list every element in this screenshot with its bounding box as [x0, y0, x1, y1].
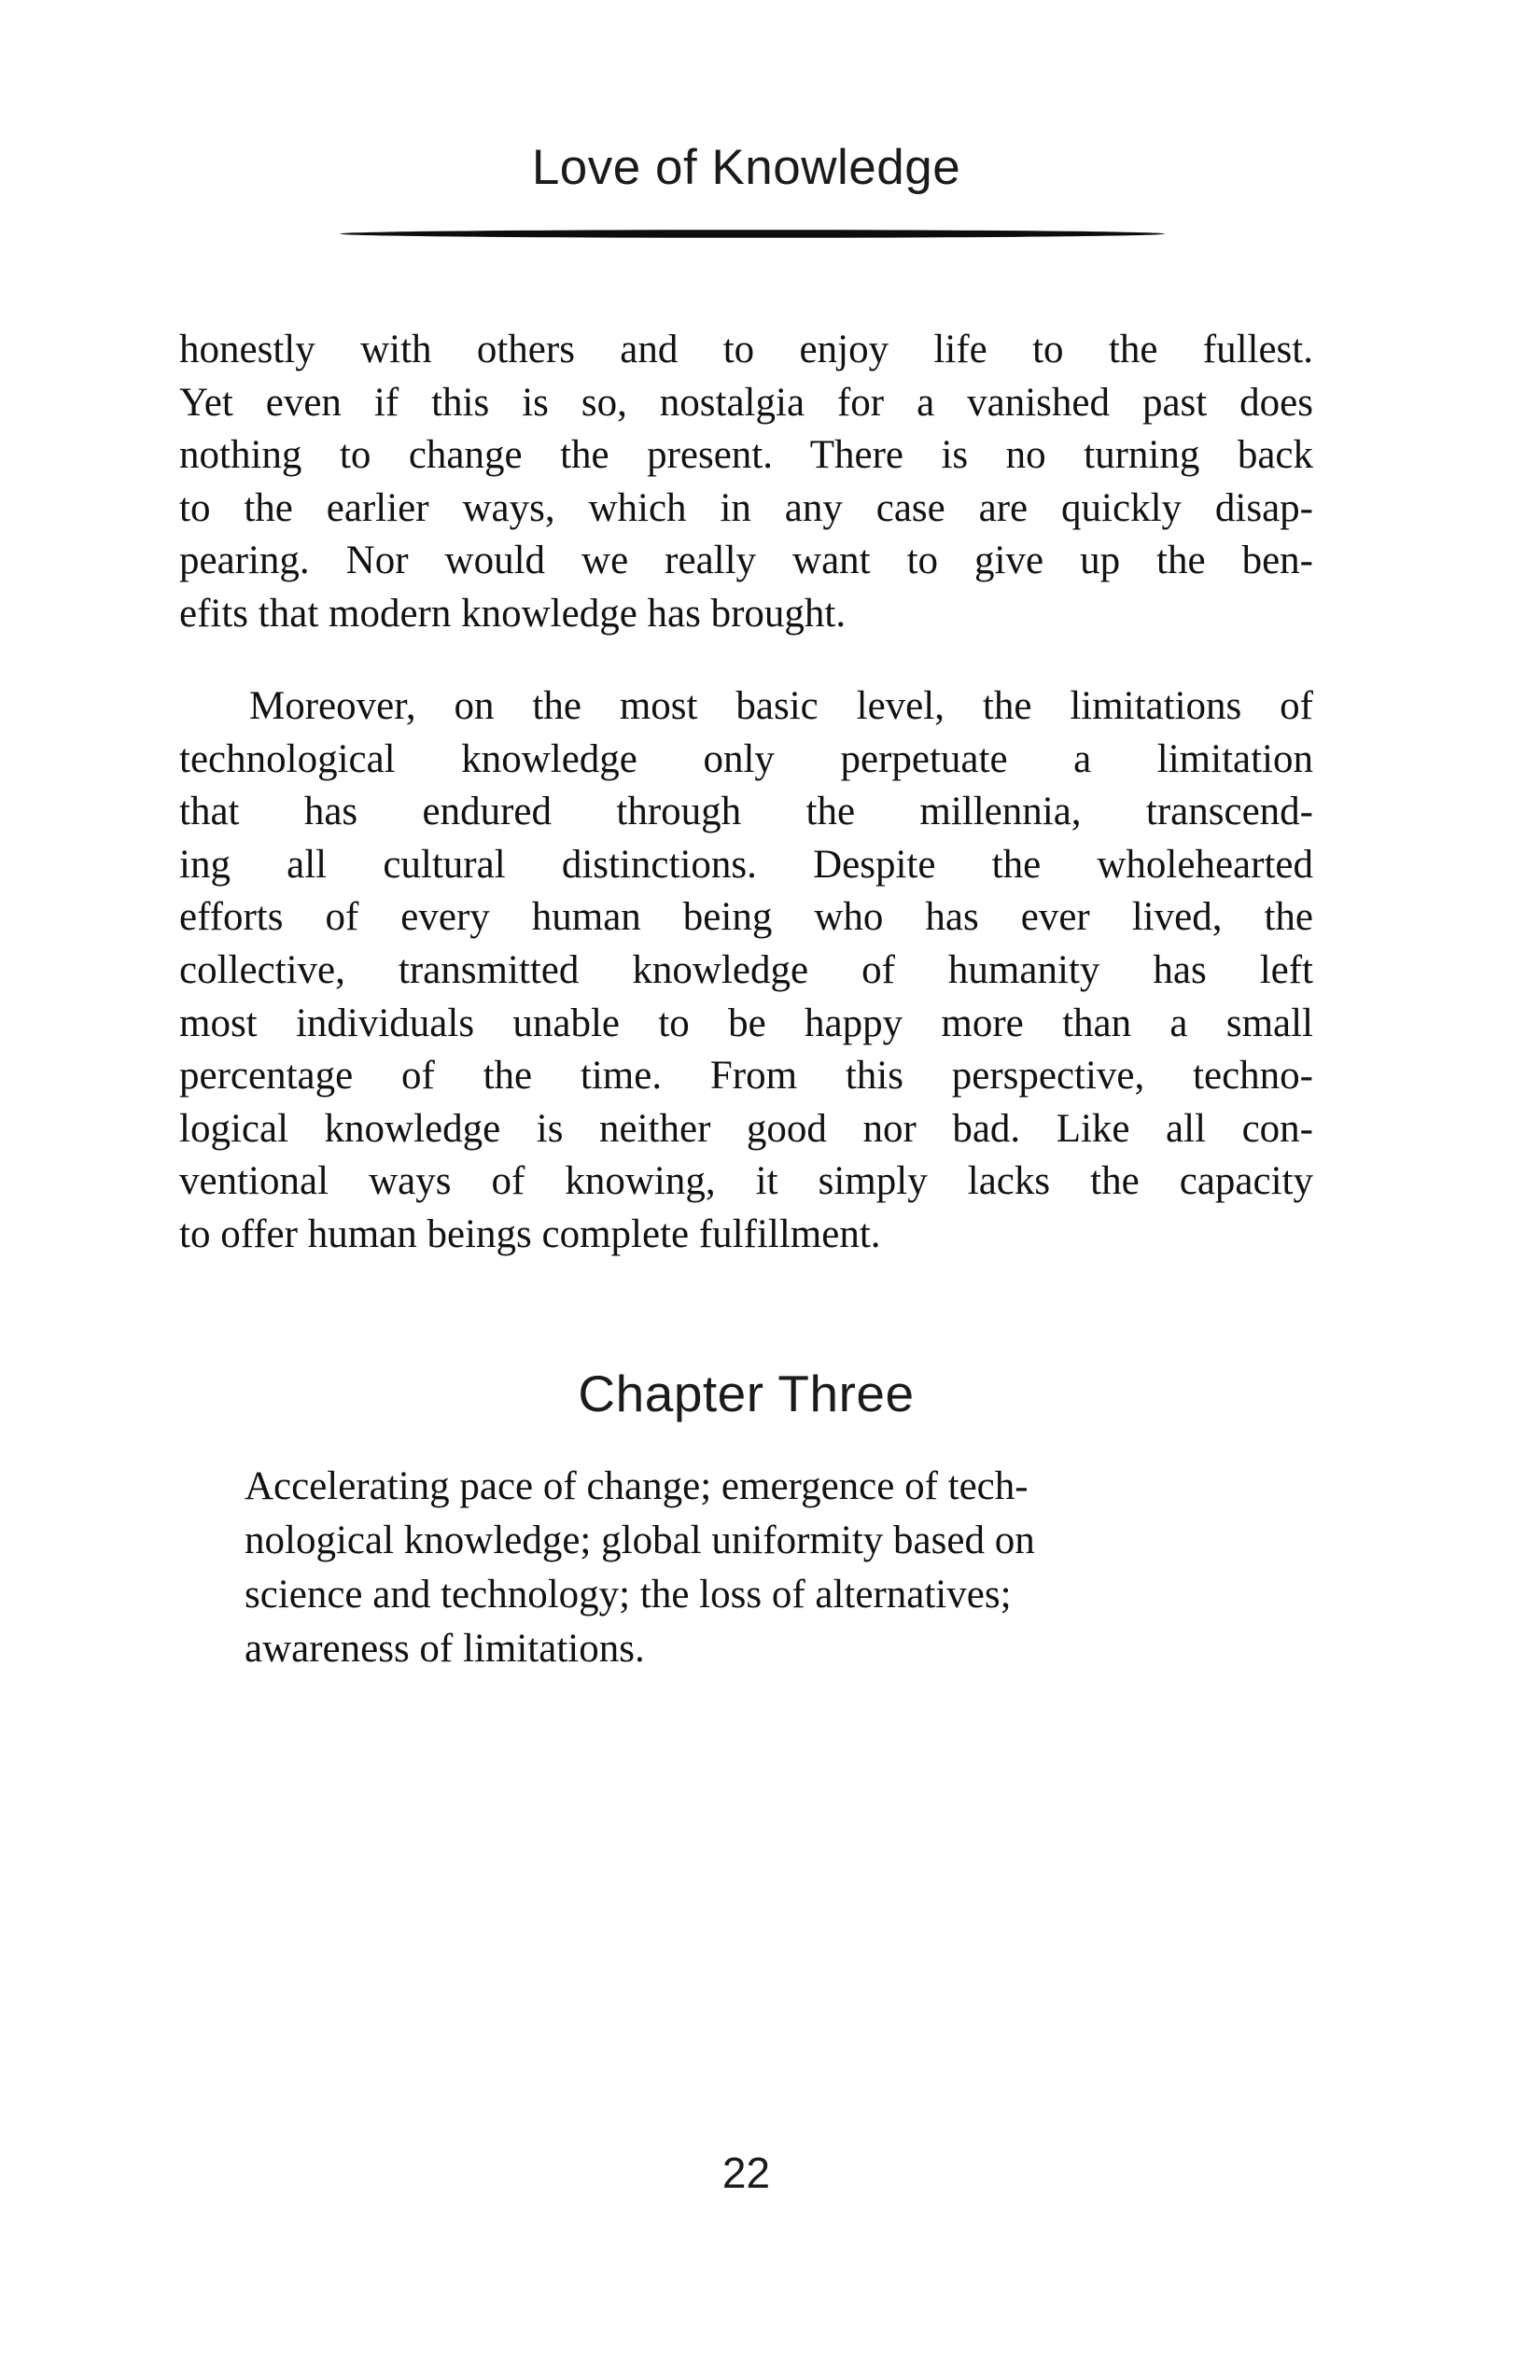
text-line: nothing to change the present. There is no turning back: [179, 433, 1313, 478]
text-line: ventional ways of knowing, it simply lacks the capacity: [179, 1159, 1313, 1204]
text-line: ing all cultural distinctions. Despite the wholehearted: [179, 842, 1313, 887]
text-line: technological knowledge only perpetuate a limitation: [179, 736, 1313, 781]
text-line: to offer human beings complete fulfillment.: [179, 1211, 881, 1256]
text-line: nological knowledge; global uniformity based on: [245, 1519, 1035, 1562]
text-line: efforts of every human being who has ever lived, the: [179, 895, 1313, 940]
text-line: most individuals unable to be happy more than a small: [179, 1001, 1313, 1045]
text-line: honestly with others and to enjoy life to the fullest.: [179, 328, 1313, 371]
running-header: Love of Knowledge: [531, 140, 961, 195]
chapter-heading: Chapter Three: [578, 1365, 915, 1422]
text-line: Yet even if this is so, nostalgia for a vanished past does: [179, 380, 1313, 425]
text-line: percentage of the time. From this perspective, techno-: [179, 1054, 1313, 1099]
text-line: that has endured through the millennia, transcend-: [179, 790, 1313, 834]
body-paragraph-1: [179, 324, 1313, 641]
text-line: collective, transmitted knowledge of humanity has left: [179, 947, 1313, 992]
text-line: efits that modern knowledge has brought.: [179, 591, 847, 636]
text-line: pearing. Nor would we really want to give up the ben-: [179, 539, 1313, 583]
text-line: awareness of limitations.: [245, 1627, 645, 1671]
page-number: 22: [721, 2149, 771, 2197]
tapered-rule-graphic: [340, 229, 1165, 240]
body-paragraph-2: [179, 680, 1313, 1262]
header-rule: [340, 228, 1165, 239]
text-line: science and technology; the loss of alternatives;: [245, 1573, 1012, 1617]
text-line: logical knowledge is neither good nor bad. Like all con-: [179, 1106, 1313, 1151]
text-line: to the earlier ways, which in any case are quickly disap-: [179, 485, 1313, 530]
text-line: Moreover, on the most basic level, the limitations of: [249, 684, 1313, 728]
text-line: Accelerating pace of change; emergence of tech-: [245, 1464, 1029, 1508]
chapter-summary: [245, 1460, 1318, 1676]
